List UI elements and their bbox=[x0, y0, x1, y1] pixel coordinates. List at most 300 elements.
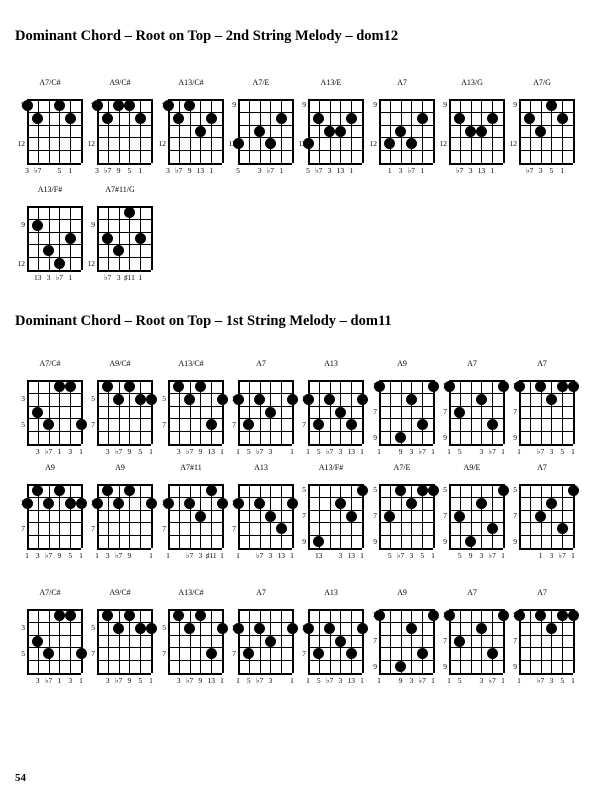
fret-line bbox=[238, 150, 292, 151]
fret-number-label: 9 bbox=[21, 220, 25, 230]
fret-number-label: 3 bbox=[21, 623, 25, 633]
string-line bbox=[449, 484, 451, 548]
chord-name: A13 bbox=[324, 588, 338, 597]
interval-label: 1 bbox=[68, 273, 73, 282]
fret-number-label: 7 bbox=[513, 636, 517, 645]
fret-number-label: 7 bbox=[513, 511, 517, 520]
finger-dot bbox=[206, 648, 217, 659]
chord-name: A7/C# bbox=[39, 78, 61, 87]
finger-dot bbox=[276, 523, 287, 534]
string-line bbox=[411, 484, 412, 548]
fret-number-label: 7 bbox=[443, 636, 447, 645]
fret-number-label: 5 bbox=[513, 485, 517, 495]
fret-line bbox=[308, 548, 362, 550]
string-line bbox=[49, 206, 50, 270]
finger-dot bbox=[313, 113, 324, 124]
interval-label: 13 bbox=[336, 166, 345, 175]
chord-name: A7/G bbox=[533, 78, 551, 87]
fretboard-grid bbox=[449, 99, 503, 163]
string-line bbox=[319, 380, 320, 444]
finger-dot bbox=[346, 113, 357, 124]
chord-diagram bbox=[507, 78, 577, 178]
finger-dot bbox=[254, 394, 265, 405]
finger-dot bbox=[65, 498, 76, 509]
finger-dot bbox=[395, 661, 406, 672]
interval-label: 13 bbox=[347, 551, 355, 560]
finger-dot bbox=[487, 648, 498, 659]
finger-dot bbox=[54, 381, 65, 392]
finger-dot bbox=[546, 394, 557, 405]
fret-number-label: 5 bbox=[302, 485, 306, 495]
fret-line bbox=[97, 125, 151, 126]
string-line bbox=[249, 609, 250, 673]
finger-dot bbox=[265, 636, 276, 647]
finger-dot bbox=[324, 126, 335, 137]
fret-number-label: 7 bbox=[91, 523, 95, 533]
fret-line bbox=[379, 535, 433, 536]
interval-label: 3 bbox=[25, 166, 29, 175]
fret-number-label: 5 bbox=[373, 381, 377, 391]
interval-label: 1 bbox=[571, 676, 575, 685]
fret-line bbox=[238, 393, 292, 394]
fret-number-label: 7 bbox=[91, 419, 95, 429]
finger-dot bbox=[346, 648, 357, 659]
fret-number-label: 5 bbox=[21, 648, 25, 658]
fret-number-label: 7 bbox=[443, 407, 447, 416]
interval-label: 5 bbox=[127, 166, 132, 175]
finger-dot bbox=[487, 113, 498, 124]
fret-line bbox=[308, 622, 362, 623]
interval-label: 1 bbox=[420, 166, 425, 175]
finger-dot bbox=[476, 394, 487, 405]
fret-line bbox=[379, 635, 433, 636]
fretboard-grid bbox=[168, 380, 222, 444]
finger-dot bbox=[113, 394, 124, 405]
finger-dot bbox=[357, 623, 368, 634]
finger-dot bbox=[146, 498, 157, 509]
finger-dot bbox=[406, 138, 417, 149]
interval-label: 3 bbox=[549, 676, 554, 685]
interval-label: 1 bbox=[290, 551, 294, 560]
chord-name: A7 bbox=[256, 588, 266, 597]
chord-diagram bbox=[156, 359, 226, 459]
chord-diagram bbox=[507, 463, 577, 563]
string-line bbox=[308, 99, 310, 163]
fret-number-label: 9 bbox=[513, 432, 517, 442]
interval-label: 1 bbox=[220, 551, 224, 560]
fretboard-grid bbox=[168, 484, 222, 548]
finger-dot bbox=[417, 419, 428, 430]
finger-dot bbox=[32, 220, 43, 231]
interval-label: ♭7 bbox=[175, 166, 183, 175]
finger-dot bbox=[265, 138, 276, 149]
interval-label: 3 bbox=[468, 166, 473, 175]
fret-line bbox=[238, 163, 292, 165]
string-line bbox=[168, 484, 170, 548]
chord-name: A9/C# bbox=[109, 588, 131, 597]
string-line bbox=[390, 99, 391, 163]
string-line bbox=[249, 380, 250, 444]
fret-line bbox=[238, 510, 292, 511]
chord-name: A7#11/G bbox=[105, 185, 135, 194]
chord-diagram bbox=[15, 78, 85, 178]
fret-line bbox=[168, 497, 222, 498]
interval-label: 1 bbox=[306, 447, 310, 456]
interval-label: 3 bbox=[549, 551, 554, 560]
string-line bbox=[481, 380, 482, 444]
string-line bbox=[151, 484, 153, 548]
string-line bbox=[81, 380, 83, 444]
string-line bbox=[38, 206, 39, 270]
string-line bbox=[119, 484, 120, 548]
interval-label: 5 bbox=[246, 447, 251, 456]
string-line bbox=[492, 99, 493, 163]
chord-diagram bbox=[85, 185, 155, 285]
interval-label: 13 bbox=[347, 447, 355, 456]
finger-dot bbox=[124, 381, 135, 392]
interval-label: 1 bbox=[220, 447, 224, 456]
fret-line bbox=[97, 270, 151, 272]
interval-label: 1 bbox=[166, 551, 170, 560]
fret-line bbox=[27, 548, 81, 550]
finger-dot bbox=[454, 113, 465, 124]
finger-dot bbox=[184, 100, 195, 111]
chord-name: A7/C# bbox=[39, 588, 61, 597]
fret-line bbox=[97, 535, 151, 536]
interval-label: 3 bbox=[257, 166, 262, 175]
finger-dot bbox=[324, 394, 335, 405]
interval-label: 3 bbox=[338, 551, 343, 560]
fretboard-grid bbox=[379, 484, 433, 548]
interval-label: 9 bbox=[198, 676, 203, 685]
string-line bbox=[308, 609, 310, 673]
fret-line bbox=[238, 673, 292, 675]
chord-diagram bbox=[226, 463, 296, 563]
fret-number-label: 5 bbox=[302, 394, 306, 404]
interval-label: 5 bbox=[457, 447, 462, 456]
chord-name: A9/C# bbox=[109, 359, 131, 368]
fret-line bbox=[168, 660, 222, 661]
fret-line bbox=[308, 522, 362, 523]
chord-diagram bbox=[15, 588, 85, 688]
string-line bbox=[449, 99, 451, 163]
fret-number-label: 9 bbox=[232, 100, 236, 110]
fret-line bbox=[238, 497, 292, 498]
chord-name: A13 bbox=[254, 463, 268, 472]
fret-line bbox=[519, 163, 573, 165]
fret-number-label: 12 bbox=[17, 258, 25, 268]
fret-number-label: 9 bbox=[302, 100, 306, 110]
fret-line bbox=[308, 660, 362, 661]
string-line bbox=[422, 609, 423, 673]
fret-line bbox=[27, 431, 81, 432]
finger-dot bbox=[206, 419, 217, 430]
interval-label: 9 bbox=[127, 676, 132, 685]
fret-line bbox=[379, 125, 433, 126]
fret-number-label: 9 bbox=[373, 432, 377, 442]
chord-diagram bbox=[85, 78, 155, 178]
fret-number-label: 9 bbox=[162, 100, 166, 110]
finger-dot bbox=[184, 498, 195, 509]
fret-line bbox=[27, 522, 81, 523]
fret-line bbox=[449, 673, 503, 675]
fret-line bbox=[238, 622, 292, 623]
finger-dot bbox=[406, 498, 417, 509]
string-line bbox=[119, 380, 120, 444]
finger-dot bbox=[535, 381, 546, 392]
string-line bbox=[108, 99, 109, 163]
fret-number-label: 5 bbox=[232, 623, 236, 633]
interval-label: 3 bbox=[409, 447, 414, 456]
fret-line bbox=[449, 548, 503, 550]
interval-label: ♭7 bbox=[55, 273, 64, 282]
finger-dot bbox=[324, 623, 335, 634]
string-line bbox=[492, 484, 493, 548]
fret-line bbox=[379, 163, 433, 165]
string-line bbox=[27, 609, 29, 673]
interval-label: 1 bbox=[560, 166, 565, 175]
chord-name: A7/E bbox=[393, 463, 411, 472]
interval-label: 1 bbox=[236, 551, 240, 560]
chord-diagram bbox=[226, 588, 296, 688]
fret-line bbox=[308, 444, 362, 446]
chord-diagram bbox=[437, 359, 507, 459]
fret-line bbox=[238, 380, 292, 382]
fret-line bbox=[519, 622, 573, 623]
fretboard-grid bbox=[449, 380, 503, 444]
fret-line bbox=[379, 406, 433, 407]
string-line bbox=[351, 380, 352, 444]
finger-dot bbox=[32, 407, 43, 418]
fret-line bbox=[168, 622, 222, 623]
finger-dot bbox=[206, 113, 217, 124]
interval-label: 1 bbox=[149, 551, 153, 560]
fret-number-label: 7 bbox=[373, 511, 377, 520]
string-line bbox=[562, 484, 563, 548]
interval-label: 1 bbox=[79, 447, 83, 456]
fretboard-grid bbox=[379, 99, 433, 163]
interval-label: ♭7 bbox=[44, 676, 53, 685]
string-line bbox=[562, 99, 563, 163]
chord-diagram bbox=[15, 185, 85, 285]
fret-line bbox=[449, 125, 503, 126]
interval-label: 3 bbox=[549, 447, 554, 456]
finger-dot bbox=[557, 523, 568, 534]
string-line bbox=[190, 609, 191, 673]
fret-line bbox=[168, 406, 222, 407]
chord-name: A9 bbox=[45, 463, 55, 472]
chord-diagram bbox=[296, 78, 366, 178]
interval-label: ♭7 bbox=[558, 551, 566, 560]
string-line bbox=[49, 484, 50, 548]
string-line bbox=[330, 380, 331, 444]
fretboard-grid bbox=[449, 609, 503, 673]
interval-label: 3 bbox=[479, 447, 484, 456]
string-line bbox=[27, 484, 29, 548]
fret-line bbox=[168, 431, 222, 432]
interval-label: ♭7 bbox=[418, 676, 426, 685]
string-line bbox=[379, 484, 381, 548]
fretboard-grid bbox=[519, 99, 573, 163]
interval-label: 1 bbox=[360, 447, 364, 456]
interval-label: 1 bbox=[360, 676, 364, 685]
string-line bbox=[27, 206, 29, 270]
string-line bbox=[222, 99, 224, 163]
fret-number-label: 9 bbox=[302, 536, 306, 546]
fret-line bbox=[308, 673, 362, 675]
string-line bbox=[411, 380, 412, 444]
fret-line bbox=[449, 163, 503, 165]
fret-line bbox=[168, 137, 222, 138]
fret-number-label: 5 bbox=[21, 498, 25, 508]
interval-label: 1 bbox=[279, 166, 284, 175]
interval-label: ♭7 bbox=[255, 447, 264, 456]
finger-dot bbox=[568, 485, 579, 496]
string-line bbox=[319, 99, 320, 163]
finger-dot bbox=[384, 138, 395, 149]
interval-label: 3 bbox=[68, 676, 73, 685]
chord-name: A9/E bbox=[463, 463, 481, 472]
finger-dot bbox=[313, 536, 324, 547]
fret-line bbox=[27, 647, 81, 648]
interval-label: 1 bbox=[57, 447, 62, 456]
finger-dot bbox=[43, 648, 54, 659]
fret-line bbox=[449, 393, 503, 394]
fret-line bbox=[27, 99, 81, 101]
finger-dot bbox=[124, 485, 135, 496]
chord-diagram bbox=[507, 588, 577, 688]
interval-label: 9 bbox=[127, 551, 132, 560]
string-line bbox=[222, 380, 224, 444]
fret-line bbox=[97, 137, 151, 138]
string-line bbox=[211, 380, 212, 444]
fretboard-grid bbox=[519, 484, 573, 548]
finger-dot bbox=[124, 100, 135, 111]
finger-dot bbox=[454, 636, 465, 647]
string-line bbox=[260, 484, 261, 548]
chord-diagram bbox=[437, 78, 507, 178]
fret-line bbox=[238, 609, 292, 611]
finger-dot bbox=[535, 126, 546, 137]
string-line bbox=[551, 484, 552, 548]
string-line bbox=[362, 99, 364, 163]
fret-line bbox=[449, 660, 503, 661]
chord-diagram bbox=[226, 359, 296, 459]
chord-diagram bbox=[296, 463, 366, 563]
interval-label: 3 bbox=[116, 273, 121, 282]
interval-label: ♭7 bbox=[104, 166, 112, 175]
fret-line bbox=[449, 484, 503, 486]
fretboard-grid bbox=[308, 609, 362, 673]
finger-dot bbox=[124, 207, 135, 218]
fret-number-label: 9 bbox=[373, 536, 377, 546]
finger-dot bbox=[135, 233, 146, 244]
finger-dot bbox=[313, 419, 324, 430]
string-line bbox=[292, 484, 294, 548]
finger-dot bbox=[535, 610, 546, 621]
interval-label: 3 bbox=[409, 676, 414, 685]
string-line bbox=[151, 99, 153, 163]
fretboard-grid bbox=[97, 484, 151, 548]
interval-label: 3 bbox=[35, 676, 40, 685]
fret-line bbox=[379, 497, 433, 498]
interval-label: 1 bbox=[431, 447, 435, 456]
finger-dot bbox=[546, 100, 557, 111]
interval-label: ♭7 bbox=[185, 551, 194, 560]
finger-dot bbox=[43, 419, 54, 430]
finger-dot bbox=[346, 419, 357, 430]
string-line bbox=[70, 484, 71, 548]
interval-label: 1 bbox=[538, 551, 543, 560]
fret-number-label: 5 bbox=[91, 623, 95, 633]
chord-name: A13/C# bbox=[178, 78, 204, 87]
interval-label: 1 bbox=[25, 551, 29, 560]
fretboard-grid bbox=[168, 609, 222, 673]
interval-label: ♭7 bbox=[396, 551, 405, 560]
fretboard-grid bbox=[27, 609, 81, 673]
interval-label: ♭7 bbox=[536, 447, 545, 456]
fret-number-label: 12 bbox=[228, 138, 236, 148]
interval-label: 5 bbox=[68, 551, 73, 560]
string-line bbox=[151, 609, 153, 673]
fret-number-label: 5 bbox=[513, 381, 517, 391]
finger-dot bbox=[65, 381, 76, 392]
fret-line bbox=[97, 206, 151, 208]
finger-dot bbox=[102, 381, 113, 392]
fret-number-label: 9 bbox=[91, 220, 95, 230]
interval-label: 9 bbox=[198, 447, 203, 456]
finger-dot bbox=[417, 485, 428, 496]
finger-dot bbox=[357, 394, 368, 405]
finger-dot bbox=[113, 245, 124, 256]
fret-line bbox=[27, 150, 81, 151]
fret-line bbox=[168, 444, 222, 446]
fret-number-label: 7 bbox=[162, 419, 166, 429]
fret-number-label: 7 bbox=[373, 636, 377, 645]
interval-label: 13 bbox=[477, 166, 486, 175]
string-line bbox=[530, 484, 531, 548]
fret-line bbox=[168, 163, 222, 165]
fret-number-label: 7 bbox=[232, 523, 236, 533]
fret-line bbox=[238, 660, 292, 661]
fret-number-label: 9 bbox=[443, 432, 447, 442]
fret-line bbox=[449, 380, 503, 382]
string-line bbox=[270, 99, 271, 163]
finger-dot bbox=[135, 394, 146, 405]
fret-line bbox=[308, 609, 362, 611]
fret-line bbox=[308, 510, 362, 511]
fret-line bbox=[379, 522, 433, 523]
string-line bbox=[49, 609, 50, 673]
finger-dot bbox=[243, 648, 254, 659]
string-line bbox=[573, 99, 575, 163]
finger-dot bbox=[195, 511, 206, 522]
finger-dot bbox=[254, 623, 265, 634]
string-line bbox=[308, 380, 310, 444]
string-line bbox=[481, 484, 482, 548]
finger-dot bbox=[546, 623, 557, 634]
chord-name: A7 bbox=[537, 463, 547, 472]
finger-dot bbox=[335, 636, 346, 647]
fret-line bbox=[519, 535, 573, 536]
fret-line bbox=[168, 99, 222, 101]
string-line bbox=[330, 609, 331, 673]
interval-label: 13 bbox=[315, 551, 323, 560]
fret-number-label: 5 bbox=[373, 610, 377, 620]
fret-line bbox=[238, 444, 292, 446]
fret-line bbox=[519, 393, 573, 394]
finger-dot bbox=[102, 233, 113, 244]
